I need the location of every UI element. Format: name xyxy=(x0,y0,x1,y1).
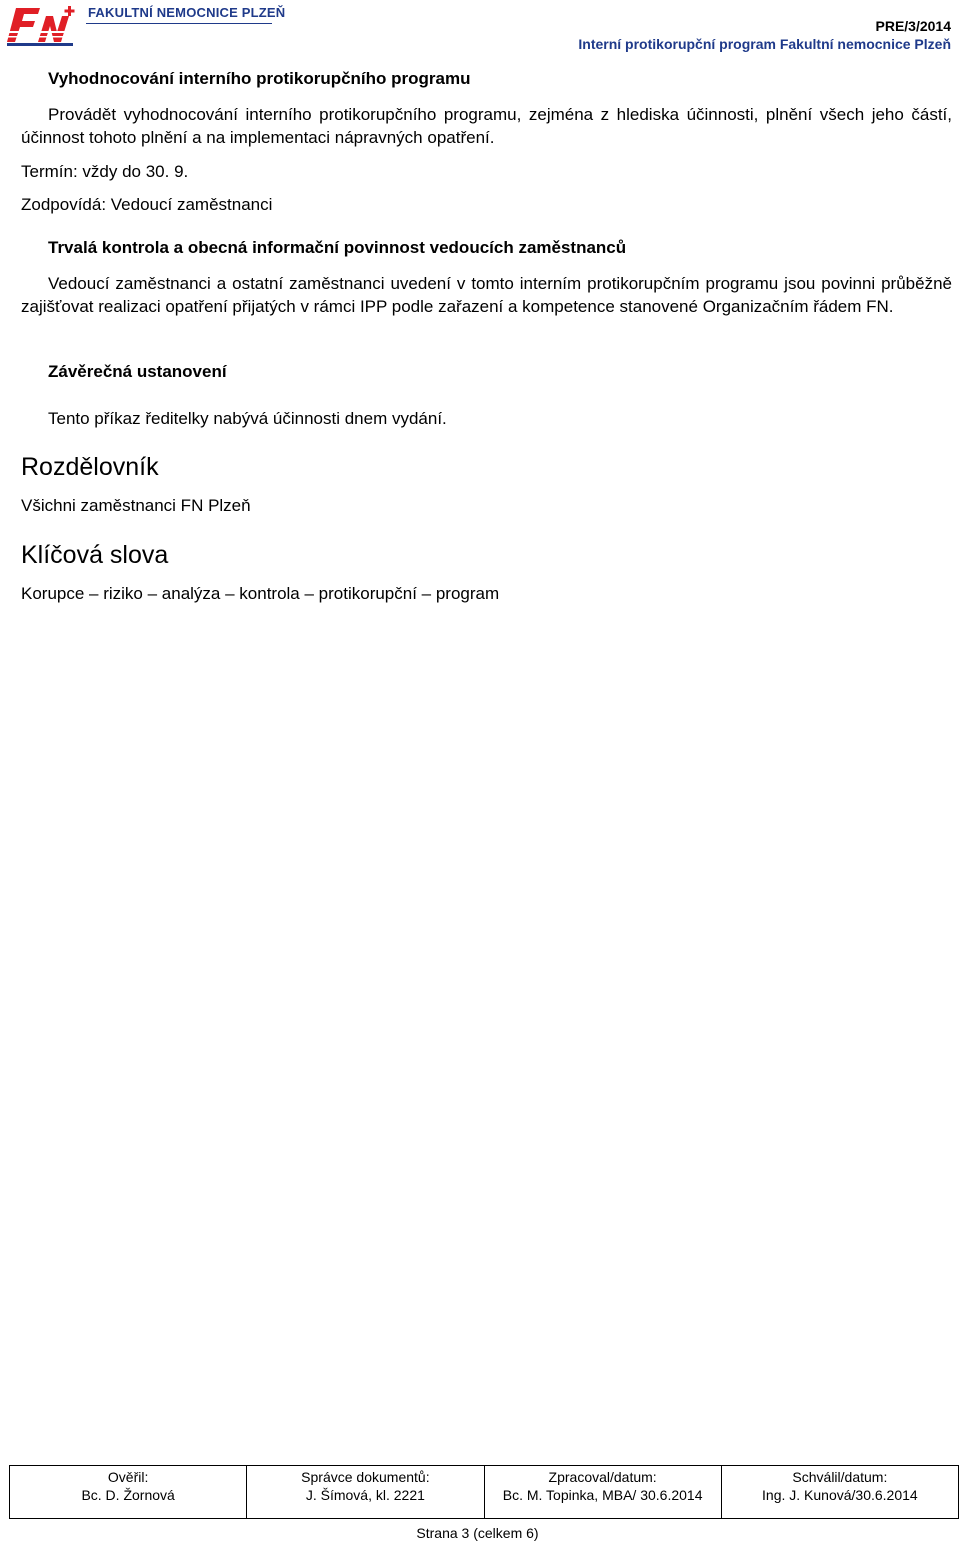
approved-label: Schválil/datum: xyxy=(792,1469,888,1485)
final-heading: Závěrečná ustanovení xyxy=(48,362,227,381)
doc-admin-value: J. Šímová, kl. 2221 xyxy=(305,1487,425,1503)
document-title: Interní protikorupční program Fakultní nemocnice Plzeň xyxy=(578,36,951,52)
doc-admin-label: Správce dokumentů: xyxy=(301,1469,430,1485)
org-name-underline xyxy=(86,23,272,24)
document-code: PRE/3/2014 xyxy=(875,18,951,34)
distribution-text: Všichni zaměstnanci FN Plzeň xyxy=(21,496,251,515)
verified-label: Ověřil: xyxy=(107,1469,149,1485)
approved-cell xyxy=(721,1466,958,1519)
verified-cell xyxy=(10,1466,247,1519)
distribution-heading: Rozdělovník xyxy=(21,453,159,481)
doc-admin-cell xyxy=(247,1466,484,1519)
fn-logo-icon xyxy=(6,4,78,46)
control-heading: Trvalá kontrola a obecná informační povinnost vedoucích zaměstnanců xyxy=(48,238,627,257)
prepared-label: Zpracoval/datum: xyxy=(548,1469,657,1485)
prepared-value: Bc. M. Topinka, MBA/ 30.6.2014 xyxy=(502,1487,703,1503)
keywords-heading: Klíčová slova xyxy=(21,541,169,569)
control-text: Vedoucí zaměstnanci a ostatní zaměstnanci uvedení v tomto interním protikorupčním programu jsou povinni průběžně zajišťovat realizaci opatření přijatých v rámci IPP podle zařazení a kompetence stanovené Organizačním řádem FN. xyxy=(21,274,952,316)
verified-value: Bc. D. Žornová xyxy=(81,1487,175,1503)
approved-value: Ing. J. Kunová/30.6.2014 xyxy=(762,1487,918,1503)
prepared-cell xyxy=(484,1466,721,1519)
evaluation-responsible: Zodpovídá: Vedoucí zaměstnanci xyxy=(21,195,273,214)
evaluation-text: Provádět vyhodnocování interního protikorupčního programu, zejména z hlediska účinnosti, plnění všech jeho částí, účinnost tohoto plnění a na implementaci nápravných opatření. xyxy=(21,105,952,147)
org-name: FAKULTNÍ NEMOCNICE PLZEŇ xyxy=(88,5,286,20)
evaluation-heading: Vyhodnocování interního protikorupčního programu xyxy=(48,69,471,88)
keywords-text: Korupce – riziko – analýza – kontrola – protikorupční – program xyxy=(21,584,500,603)
approval-table xyxy=(9,1465,959,1519)
page-number: Strana 3 (celkem 6) xyxy=(416,1525,539,1541)
evaluation-deadline: Termín: vždy do 30. 9. xyxy=(21,162,189,181)
final-text: Tento příkaz ředitelky nabývá účinnosti dnem vydání. xyxy=(48,409,447,428)
